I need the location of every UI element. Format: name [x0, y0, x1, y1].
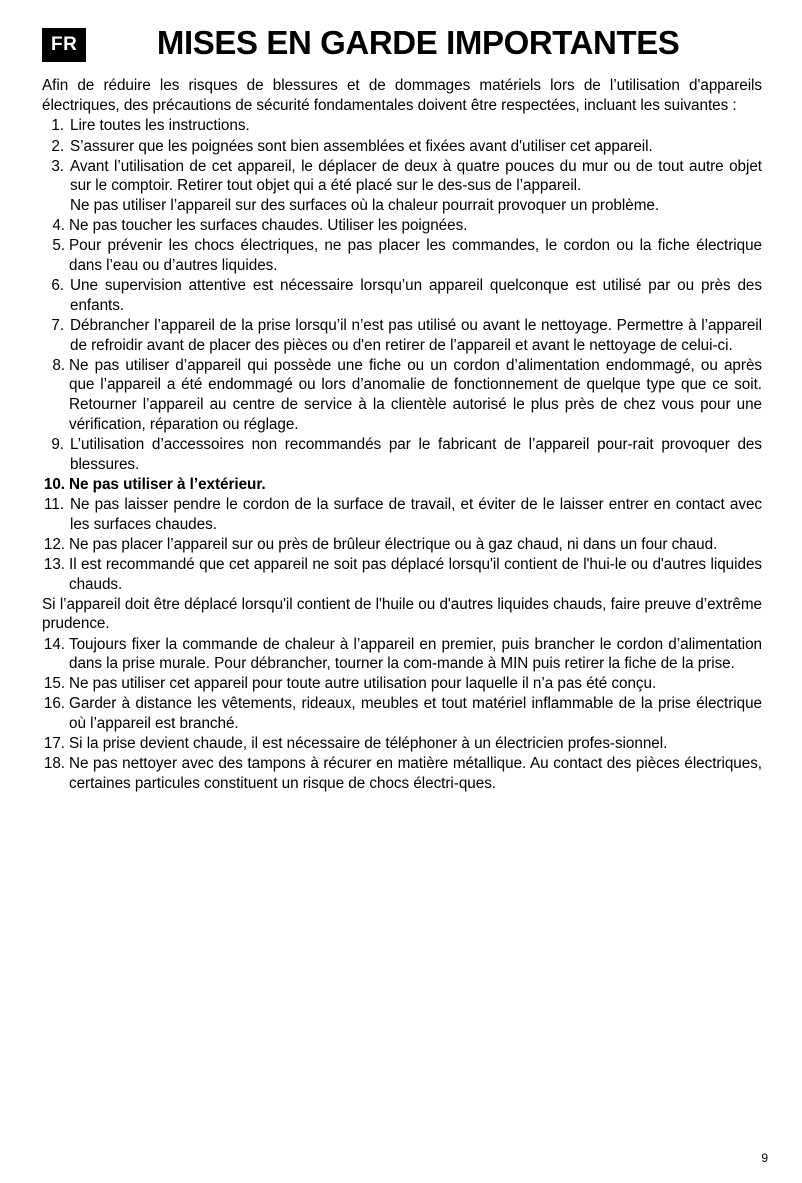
list-item-text: S’assurer que les poignées sont bien assemblées et fixées avant d'utiliser cet appareil. [70, 137, 653, 155]
list-item-text: Ne pas placer l’appareil sur ou près de brûleur électrique ou à gaz chaud, ni dans un four chaud. [69, 535, 718, 553]
list-item-number: 2. [51, 137, 64, 155]
list-item [42, 356, 762, 435]
list-item [42, 475, 762, 495]
list-item-text: Ne pas utiliser à l’extérieur. [69, 475, 266, 493]
list-item-number: 13. [43, 555, 65, 573]
list-item-text: Garder à distance les vêtements, rideaux, meubles et tout matériel inflammable de la prise électrique où l’appareil est branché. [69, 695, 762, 733]
warnings-list [42, 116, 762, 594]
list-item-number: 18. [43, 755, 65, 773]
list-item-text: Il est recommandé que cet appareil ne soit pas déplacé lorsqu'il contient de l'hui-le ou d'autres liquides chauds. [69, 555, 762, 593]
loose-paragraph: Si l’appareil doit être déplacé lorsqu'il contient de l'huile ou d'autres liquides chauds, faire preuve d’extrême prudence. [42, 595, 762, 633]
list-item-text: Ne pas nettoyer avec des tampons à récurer en matière métallique. Au contact des pièces électriques, certaines particules constituent un risque de chocs électri-ques. [69, 755, 762, 793]
list-item-number: 3. [51, 157, 64, 175]
page-header [42, 26, 762, 62]
list-item [42, 535, 762, 555]
list-item [42, 116, 762, 136]
list-item-number: 6. [51, 277, 64, 295]
list-item-number: 7. [51, 317, 64, 334]
list-item-text: Une supervision attentive est nécessaire lorsqu’un appareil quelconque est utilisé par ou près des enfants. [70, 277, 762, 314]
list-item [42, 216, 762, 236]
list-item [42, 137, 762, 157]
list-item [42, 435, 762, 474]
list-item [42, 694, 762, 733]
list-item-number: 14. [43, 635, 65, 653]
list-item [42, 754, 762, 793]
list-item [42, 734, 762, 754]
list-item-number: 16. [43, 695, 65, 713]
list-item-text: Débrancher l’appareil de la prise lorsqu’il n’est pas utilisé ou avant le nettoyage. Permettre à l’appareil de refroidir avant de placer des pièces ou d'en retirer de l’appareil et avant le nettoyage de celui-ci. [70, 317, 762, 354]
warnings-list-continued [42, 635, 762, 794]
list-item-text: L’utilisation d’accessoires non recommandés par le fabricant de l’appareil pour-rait provoquer des blessures. [70, 435, 762, 473]
list-item-text: Ne pas utiliser d’appareil qui possède une fiche ou un cordon d’alimentation endommagé, ou après que l’appareil a été endommagé ou lors d’anomalie de fonctionnement de quelque type que ce soit. Retourner l’appareil au centre de service à la clientèle autorisé le plus près de chez vous pour une vérification, réparation ou réglage. [69, 356, 762, 433]
list-item-number: 17. [43, 735, 65, 753]
list-item-number: 8. [52, 356, 65, 374]
list-item-text: Pour prévenir les chocs électriques, ne pas placer les commandes, le cordon ou la fiche électrique dans l’eau ou d’autres liquides. [69, 237, 762, 275]
page-number: 9 [761, 1151, 768, 1165]
list-item [42, 157, 762, 216]
list-item [42, 674, 762, 694]
list-item [42, 495, 762, 534]
list-item-text: Ne pas utiliser cet appareil pour toute autre utilisation pour laquelle il n’a pas été conçu. [69, 675, 657, 693]
list-item [42, 555, 762, 594]
list-item-number: 15. [43, 675, 65, 693]
page-title: MISES EN GARDE IMPORTANTES [156, 24, 680, 61]
list-item-number: 11. [44, 495, 64, 513]
list-item-text: Ne pas laisser pendre le cordon de la surface de travail, et éviter de le laisser entrer en contact avec les surfaces chaudes. [70, 495, 762, 533]
list-item-number: 4. [52, 217, 65, 235]
list-item [42, 635, 762, 674]
list-item [42, 236, 762, 275]
list-item-text: Si la prise devient chaude, il est nécessaire de téléphoner à un électricien profes-sionnel. [69, 735, 668, 753]
list-item-number: 9. [51, 435, 64, 453]
list-item-text: Lire toutes les instructions. [70, 117, 250, 135]
list-item-number: 5. [52, 237, 65, 255]
list-item-text: Ne pas toucher les surfaces chaudes. Utiliser les poignées. [69, 217, 468, 235]
list-item-number: 1. [51, 117, 64, 135]
list-item-number: 12. [43, 535, 65, 553]
list-item [42, 276, 762, 315]
intro-paragraph: Afin de réduire les risques de blessures et de dommages matériels lors de l’utilisation d'appareils électriques, des précautions de sécurité fondamentales doivent être respectées, incluant les suivantes : [42, 77, 762, 114]
list-item-text: Avant l’utilisation de cet appareil, le déplacer de deux à quatre pouces du mur ou de tout autre objet sur le comptoir. Retirer tout objet qui a été placé sur le des-sus de l’appareil. [70, 157, 762, 195]
language-badge: FR [42, 28, 86, 62]
list-item [42, 316, 762, 355]
list-item-text: Toujours fixer la commande de chaleur à l’appareil en premier, puis brancher le cordon d’alimentation dans la prise murale. Pour débrancher, tourner la com-mande à MIN puis retirer la fiche de la prise. [69, 635, 762, 673]
list-item-subparagraph: Ne pas utiliser l’appareil sur des surfaces où la chaleur pourrait provoquer un problème. [70, 197, 660, 215]
list-item-number: 10. [43, 475, 65, 493]
